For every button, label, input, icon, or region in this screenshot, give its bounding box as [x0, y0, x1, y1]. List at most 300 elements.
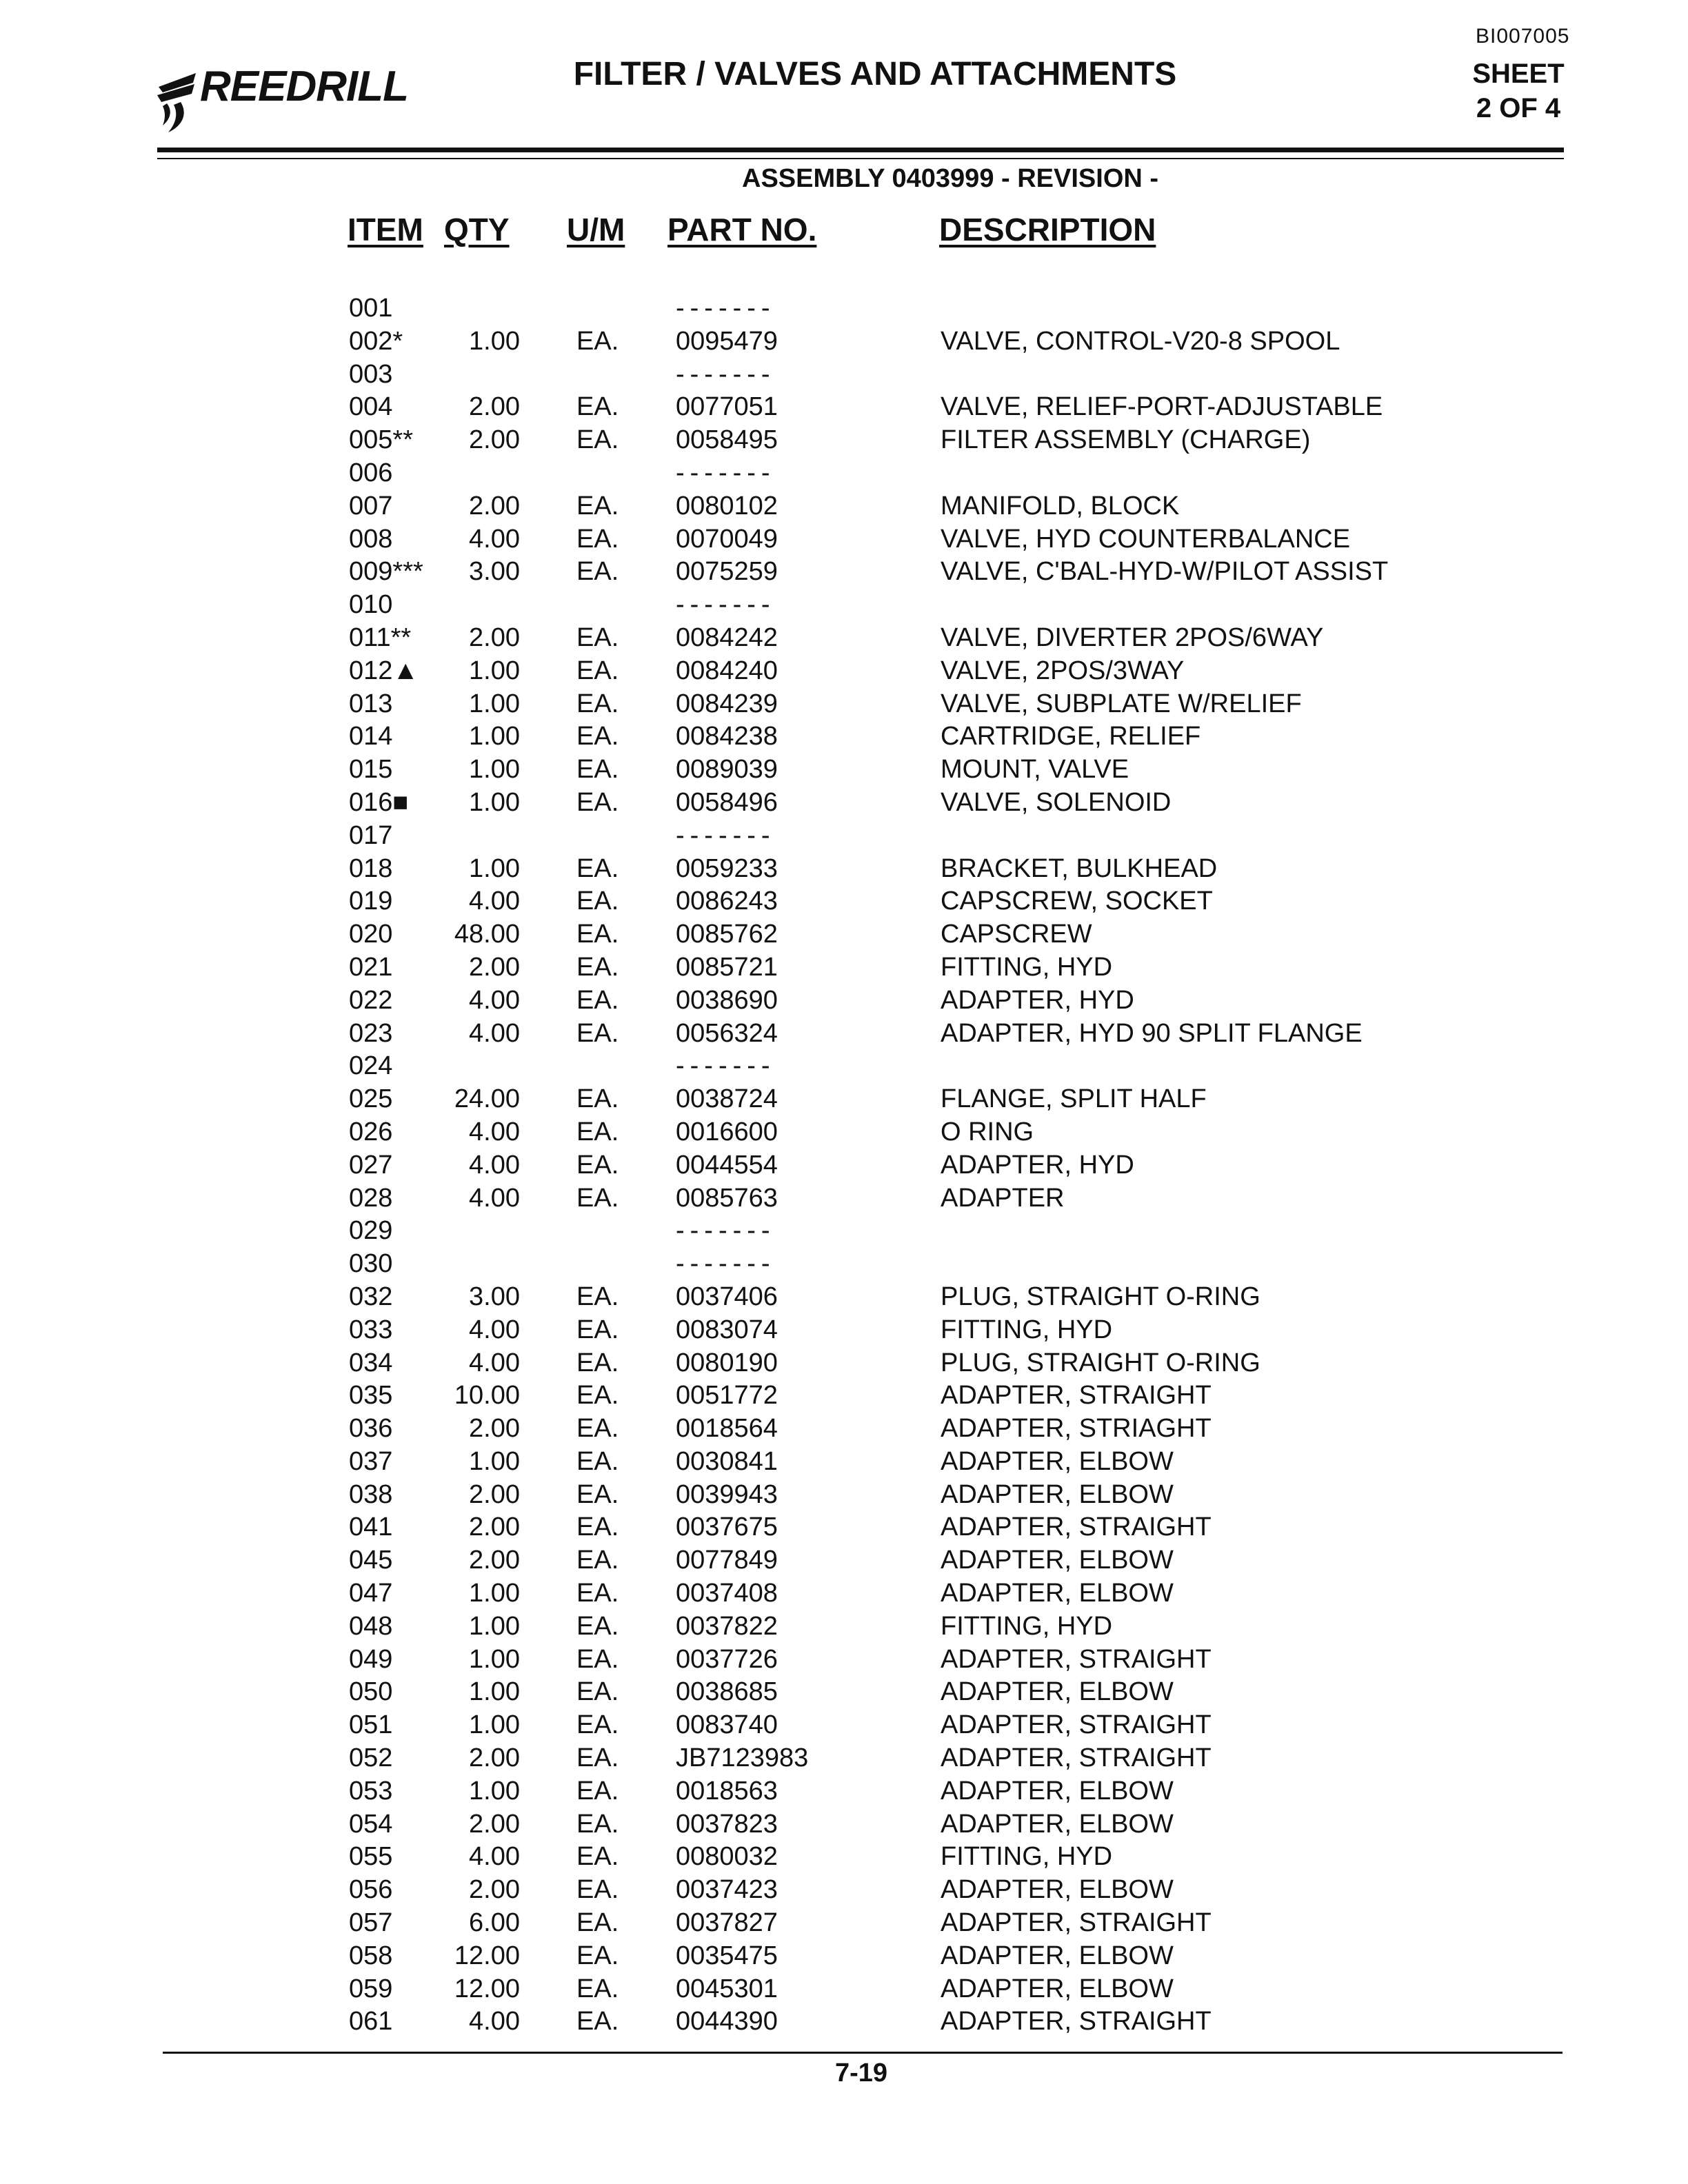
description: ADAPTER, ELBOW	[941, 1677, 1174, 1707]
item-number: 054	[349, 1809, 393, 1839]
table-row	[0, 1314, 1688, 1347]
item-number: 007	[349, 491, 393, 520]
item-number: 036	[349, 1414, 393, 1444]
part-number: 0085762	[676, 920, 778, 949]
table-row	[0, 720, 1688, 754]
quantity: 1.00	[469, 755, 520, 785]
sheet-number: 2 OF 4	[1476, 93, 1561, 123]
quantity: 48.00	[454, 920, 520, 949]
table-row	[0, 787, 1688, 820]
description: ADAPTER, ELBOW	[941, 1809, 1174, 1839]
item-number: 059	[349, 1974, 393, 2003]
part-number: 0084238	[676, 722, 778, 751]
description: FITTING, HYD	[941, 952, 1113, 982]
table-row	[0, 622, 1688, 655]
item-number: 018	[349, 853, 393, 883]
table-row	[0, 1808, 1688, 1841]
description: ADAPTER, STRAIGHT	[941, 1381, 1212, 1410]
part-number: 0077849	[676, 1546, 778, 1575]
item-number: 047	[349, 1579, 393, 1608]
item-number: 017	[349, 820, 393, 850]
quantity: 2.00	[469, 491, 520, 520]
part-number: -------	[676, 820, 776, 850]
quantity: 3.00	[469, 557, 520, 587]
sheet-label: SHEET	[1472, 59, 1565, 89]
description: ADAPTER, STRAIGHT	[941, 1743, 1212, 1773]
description: O RING	[941, 1117, 1034, 1146]
quantity: 1.00	[469, 1776, 520, 1806]
quantity: 1.00	[469, 787, 520, 817]
unit-of-measure: EA.	[576, 1084, 619, 1114]
item-number: 045	[349, 1546, 393, 1575]
part-number: 0085721	[676, 952, 778, 982]
description: VALVE, SOLENOID	[941, 787, 1172, 817]
quantity: 1.00	[469, 1446, 520, 1476]
description: CAPSCREW	[941, 920, 1092, 949]
part-number: 0056324	[676, 1018, 778, 1048]
quantity: 4.00	[469, 1150, 520, 1180]
table-row	[0, 1874, 1688, 1907]
item-number: 041	[349, 1513, 393, 1542]
item-number: 012▲	[349, 656, 419, 685]
description: CARTRIDGE, RELIEF	[941, 722, 1201, 751]
unit-of-measure: EA.	[576, 787, 619, 817]
table-row	[0, 490, 1688, 523]
quantity: 2.00	[469, 1809, 520, 1839]
part-number: 0077051	[676, 392, 778, 422]
item-number: 006	[349, 458, 393, 487]
table-row	[0, 457, 1688, 490]
table-row	[0, 885, 1688, 918]
item-number: 037	[349, 1446, 393, 1476]
item-number: 019	[349, 887, 393, 916]
logo-wordmark: REEDRILL	[200, 63, 408, 110]
parts-list	[0, 292, 1688, 2039]
description: ADAPTER, STRAIGHT	[941, 1908, 1212, 1938]
description: VALVE, RELIEF-PORT-ADJUSTABLE	[941, 392, 1383, 422]
unit-of-measure: EA.	[576, 952, 619, 982]
description: FLANGE, SPLIT HALF	[941, 1084, 1207, 1114]
part-number: 0083740	[676, 1710, 778, 1740]
quantity: 4.00	[469, 1315, 520, 1344]
table-row	[0, 358, 1688, 392]
part-number: 0037675	[676, 1513, 778, 1542]
table-row	[0, 1446, 1688, 1479]
quantity: 4.00	[469, 1018, 520, 1048]
table-row	[0, 1610, 1688, 1644]
item-number: 058	[349, 1941, 393, 1970]
unit-of-measure: EA.	[576, 689, 619, 718]
unit-of-measure: EA.	[576, 1282, 619, 1311]
unit-of-measure: EA.	[576, 1776, 619, 1806]
table-row	[0, 1676, 1688, 1709]
quantity: 2.00	[469, 1513, 520, 1542]
table-row	[0, 1973, 1688, 2006]
unit-of-measure: EA.	[576, 326, 619, 356]
quantity: 2.00	[469, 1743, 520, 1773]
item-number: 057	[349, 1908, 393, 1938]
table-row	[0, 820, 1688, 853]
unit-of-measure: EA.	[576, 1941, 619, 1970]
table-row	[0, 556, 1688, 589]
quantity: 12.00	[454, 1941, 520, 1970]
item-number: 034	[349, 1348, 393, 1377]
quantity: 2.00	[469, 425, 520, 455]
part-number: 0080032	[676, 1842, 778, 1872]
table-row	[0, 853, 1688, 886]
item-number: 003	[349, 359, 393, 389]
item-number: 010	[349, 590, 393, 620]
quantity: 1.00	[469, 1710, 520, 1740]
part-number: 0086243	[676, 887, 778, 916]
quantity: 4.00	[469, 1348, 520, 1377]
quantity: 2.00	[469, 1414, 520, 1444]
part-number: -------	[676, 1249, 776, 1279]
part-number: 0039943	[676, 1479, 778, 1509]
item-number: 013	[349, 689, 393, 718]
part-number: -------	[676, 294, 776, 323]
unit-of-measure: EA.	[576, 1677, 619, 1707]
part-number: 0075259	[676, 557, 778, 587]
part-number: 0038685	[676, 1677, 778, 1707]
description: PLUG, STRAIGHT O-RING	[941, 1348, 1260, 1377]
header-rule	[157, 148, 1564, 159]
table-row	[0, 589, 1688, 622]
description: VALVE, C'BAL-HYD-W/PILOT ASSIST	[941, 557, 1389, 587]
unit-of-measure: EA.	[576, 853, 619, 883]
part-number: 0085763	[676, 1183, 778, 1213]
part-number: 0037827	[676, 1908, 778, 1938]
header-um: U/M	[567, 212, 625, 247]
quantity: 2.00	[469, 952, 520, 982]
quantity: 2.00	[469, 1479, 520, 1509]
table-row	[0, 1050, 1688, 1083]
description: ADAPTER, ELBOW	[941, 1479, 1174, 1509]
description: ADAPTER, HYD	[941, 1150, 1134, 1180]
column-headers	[0, 211, 1688, 252]
description: ADAPTER, ELBOW	[941, 1875, 1174, 1905]
unit-of-measure: EA.	[576, 1348, 619, 1377]
table-row	[0, 1248, 1688, 1281]
table-row	[0, 1413, 1688, 1446]
description: ADAPTER, STRAIGHT	[941, 1513, 1212, 1542]
page-number: 7-19	[834, 2059, 888, 2087]
description: ADAPTER, ELBOW	[941, 1579, 1174, 1608]
unit-of-measure: EA.	[576, 491, 619, 520]
part-number: 0058495	[676, 425, 778, 455]
assembly-line: ASSEMBLY 0403999 - REVISION -	[742, 164, 1159, 193]
unit-of-measure: EA.	[576, 1644, 619, 1674]
table-row	[0, 1083, 1688, 1116]
quantity: 4.00	[469, 524, 520, 554]
part-number: -------	[676, 359, 776, 389]
part-number: 0051772	[676, 1381, 778, 1410]
description: ADAPTER, ELBOW	[941, 1776, 1174, 1806]
table-row	[0, 1379, 1688, 1413]
item-number: 015	[349, 755, 393, 785]
table-row	[0, 1577, 1688, 1610]
item-number: 009***	[349, 557, 423, 587]
description: ADAPTER, ELBOW	[941, 1446, 1174, 1476]
part-number: 0095479	[676, 326, 778, 356]
quantity: 1.00	[469, 1677, 520, 1707]
quantity: 1.00	[469, 1579, 520, 1608]
header-qty: QTY	[444, 212, 510, 247]
part-number: 0030841	[676, 1446, 778, 1476]
description: VALVE, DIVERTER 2POS/6WAY	[941, 623, 1324, 652]
quantity: 12.00	[454, 1974, 520, 2003]
unit-of-measure: EA.	[576, 2007, 619, 2036]
table-row	[0, 1018, 1688, 1051]
unit-of-measure: EA.	[576, 623, 619, 652]
part-number: -------	[676, 590, 776, 620]
table-row	[0, 325, 1688, 358]
unit-of-measure: EA.	[576, 1183, 619, 1213]
unit-of-measure: EA.	[576, 920, 619, 949]
item-number: 032	[349, 1282, 393, 1311]
part-number: 0038690	[676, 985, 778, 1015]
quantity: 1.00	[469, 1611, 520, 1641]
item-number: 024	[349, 1051, 393, 1081]
table-row	[0, 1116, 1688, 1149]
quantity: 24.00	[454, 1084, 520, 1114]
item-number: 014	[349, 722, 393, 751]
quantity: 1.00	[469, 656, 520, 685]
table-row	[0, 1841, 1688, 1874]
quantity: 4.00	[469, 1842, 520, 1872]
table-row	[0, 391, 1688, 424]
document-code: BI007005	[1476, 25, 1570, 48]
description: ADAPTER, ELBOW	[941, 1546, 1174, 1575]
part-number: 0058496	[676, 787, 778, 817]
unit-of-measure: EA.	[576, 1414, 619, 1444]
quantity: 6.00	[469, 1908, 520, 1938]
item-number: 002*	[349, 326, 403, 356]
description: ADAPTER, ELBOW	[941, 1941, 1174, 1970]
part-number: 0037408	[676, 1579, 778, 1608]
unit-of-measure: EA.	[576, 1743, 619, 1773]
table-row	[0, 1742, 1688, 1775]
item-number: 038	[349, 1479, 393, 1509]
item-number: 049	[349, 1644, 393, 1674]
unit-of-measure: EA.	[576, 1908, 619, 1938]
part-number: 0037423	[676, 1875, 778, 1905]
description: ADAPTER, STRAIGHT	[941, 1644, 1212, 1674]
table-row	[0, 2005, 1688, 2039]
description: ADAPTER, STRAIGHT	[941, 2007, 1212, 2036]
quantity: 10.00	[454, 1381, 520, 1410]
quantity: 2.00	[469, 1546, 520, 1575]
quantity: 4.00	[469, 985, 520, 1015]
description: ADAPTER, ELBOW	[941, 1974, 1174, 2003]
description: VALVE, CONTROL-V20-8 SPOOL	[941, 326, 1340, 356]
item-number: 053	[349, 1776, 393, 1806]
unit-of-measure: EA.	[576, 755, 619, 785]
description: VALVE, 2POS/3WAY	[941, 656, 1185, 685]
item-number: 026	[349, 1117, 393, 1146]
unit-of-measure: EA.	[576, 1546, 619, 1575]
item-number: 005**	[349, 425, 413, 455]
table-row	[0, 1149, 1688, 1182]
unit-of-measure: EA.	[576, 392, 619, 422]
part-number: JB7123983	[676, 1743, 809, 1773]
part-number: 0070049	[676, 524, 778, 554]
item-number: 022	[349, 985, 393, 1015]
part-number: 0044554	[676, 1150, 778, 1180]
item-number: 025	[349, 1084, 393, 1114]
quantity: 1.00	[469, 326, 520, 356]
item-number: 001	[349, 294, 393, 323]
table-row	[0, 1544, 1688, 1577]
item-number: 011**	[349, 623, 412, 652]
part-number: 0089039	[676, 755, 778, 785]
unit-of-measure: EA.	[576, 1710, 619, 1740]
unit-of-measure: EA.	[576, 1809, 619, 1839]
part-number: 0035475	[676, 1941, 778, 1970]
table-row	[0, 1940, 1688, 1973]
part-number: 0084242	[676, 623, 778, 652]
description: ADAPTER, HYD	[941, 985, 1134, 1015]
header-part-no: PART NO.	[667, 212, 817, 247]
part-number: 0083074	[676, 1315, 778, 1344]
table-row	[0, 1644, 1688, 1677]
unit-of-measure: EA.	[576, 1381, 619, 1410]
item-number: 061	[349, 2007, 393, 2036]
part-number: -------	[676, 1216, 776, 1246]
item-number: 048	[349, 1611, 393, 1641]
part-number: 0044390	[676, 2007, 778, 2036]
quantity: 4.00	[469, 887, 520, 916]
table-row	[0, 984, 1688, 1018]
unit-of-measure: EA.	[576, 887, 619, 916]
item-number: 035	[349, 1381, 393, 1410]
item-number: 016■	[349, 787, 409, 817]
part-number: 0016600	[676, 1117, 778, 1146]
quantity: 4.00	[469, 1117, 520, 1146]
part-number: -------	[676, 458, 776, 487]
item-number: 027	[349, 1150, 393, 1180]
table-row	[0, 1511, 1688, 1544]
quantity: 1.00	[469, 1644, 520, 1674]
item-number: 023	[349, 1018, 393, 1048]
sheet-info	[1456, 57, 1580, 125]
table-row	[0, 1775, 1688, 1808]
table-row	[0, 1215, 1688, 1248]
item-number: 028	[349, 1183, 393, 1213]
unit-of-measure: EA.	[576, 1611, 619, 1641]
item-number: 020	[349, 920, 393, 949]
quantity: 2.00	[469, 623, 520, 652]
item-number: 008	[349, 524, 393, 554]
item-number: 033	[349, 1315, 393, 1344]
unit-of-measure: EA.	[576, 1479, 619, 1509]
description: FILTER ASSEMBLY (CHARGE)	[941, 425, 1311, 455]
item-number: 052	[349, 1743, 393, 1773]
quantity: 1.00	[469, 722, 520, 751]
item-number: 021	[349, 952, 393, 982]
description: MOUNT, VALVE	[941, 755, 1129, 785]
table-row	[0, 951, 1688, 984]
unit-of-measure: EA.	[576, 524, 619, 554]
unit-of-measure: EA.	[576, 722, 619, 751]
description: PLUG, STRAIGHT O-RING	[941, 1282, 1260, 1311]
part-number: 0018564	[676, 1414, 778, 1444]
table-row	[0, 424, 1688, 457]
unit-of-measure: EA.	[576, 1150, 619, 1180]
unit-of-measure: EA.	[576, 656, 619, 685]
unit-of-measure: EA.	[576, 1513, 619, 1542]
item-number: 029	[349, 1216, 393, 1246]
description: ADAPTER, HYD 90 SPLIT FLANGE	[941, 1018, 1363, 1048]
table-row	[0, 1182, 1688, 1215]
description: CAPSCREW, SOCKET	[941, 887, 1213, 916]
part-number: 0038724	[676, 1084, 778, 1114]
item-number: 030	[349, 1249, 393, 1279]
unit-of-measure: EA.	[576, 1446, 619, 1476]
quantity: 4.00	[469, 1183, 520, 1213]
table-row	[0, 1709, 1688, 1742]
part-number: 0037726	[676, 1644, 778, 1674]
description: FITTING, HYD	[941, 1842, 1113, 1872]
part-number: 0084240	[676, 656, 778, 685]
item-number: 055	[349, 1842, 393, 1872]
page-title: FILTER / VALVES AND ATTACHMENTS	[573, 56, 1177, 92]
item-number: 004	[349, 392, 393, 422]
table-row	[0, 1347, 1688, 1380]
part-number: 0018563	[676, 1776, 778, 1806]
description: VALVE, HYD COUNTERBALANCE	[941, 524, 1351, 554]
description: FITTING, HYD	[941, 1611, 1113, 1641]
unit-of-measure: EA.	[576, 1875, 619, 1905]
description: MANIFOLD, BLOCK	[941, 491, 1180, 520]
description: FITTING, HYD	[941, 1315, 1113, 1344]
item-number: 056	[349, 1875, 393, 1905]
part-number: -------	[676, 1051, 776, 1081]
unit-of-measure: EA.	[576, 1315, 619, 1344]
unit-of-measure: EA.	[576, 557, 619, 587]
item-number: 050	[349, 1677, 393, 1707]
table-row	[0, 1479, 1688, 1512]
description: ADAPTER, STRAIGHT	[941, 1710, 1212, 1740]
table-row	[0, 1281, 1688, 1314]
table-row	[0, 1907, 1688, 1940]
table-row	[0, 292, 1688, 325]
description: VALVE, SUBPLATE W/RELIEF	[941, 689, 1302, 718]
unit-of-measure: EA.	[576, 1974, 619, 2003]
table-row	[0, 918, 1688, 951]
table-row	[0, 754, 1688, 787]
unit-of-measure: EA.	[576, 1579, 619, 1608]
unit-of-measure: EA.	[576, 1117, 619, 1146]
unit-of-measure: EA.	[576, 985, 619, 1015]
part-number: 0037406	[676, 1282, 778, 1311]
part-number: 0059233	[676, 853, 778, 883]
unit-of-measure: EA.	[576, 425, 619, 455]
quantity: 3.00	[469, 1282, 520, 1311]
item-number: 051	[349, 1710, 393, 1740]
part-number: 0037823	[676, 1809, 778, 1839]
part-number: 0080102	[676, 491, 778, 520]
part-number: 0045301	[676, 1974, 778, 2003]
description: ADAPTER, STRIAGHT	[941, 1414, 1212, 1444]
table-row	[0, 688, 1688, 721]
part-number: 0037822	[676, 1611, 778, 1641]
quantity: 1.00	[469, 689, 520, 718]
quantity: 2.00	[469, 392, 520, 422]
header-item: ITEM	[348, 212, 423, 247]
quantity: 4.00	[469, 2007, 520, 2036]
description: ADAPTER	[941, 1183, 1065, 1213]
